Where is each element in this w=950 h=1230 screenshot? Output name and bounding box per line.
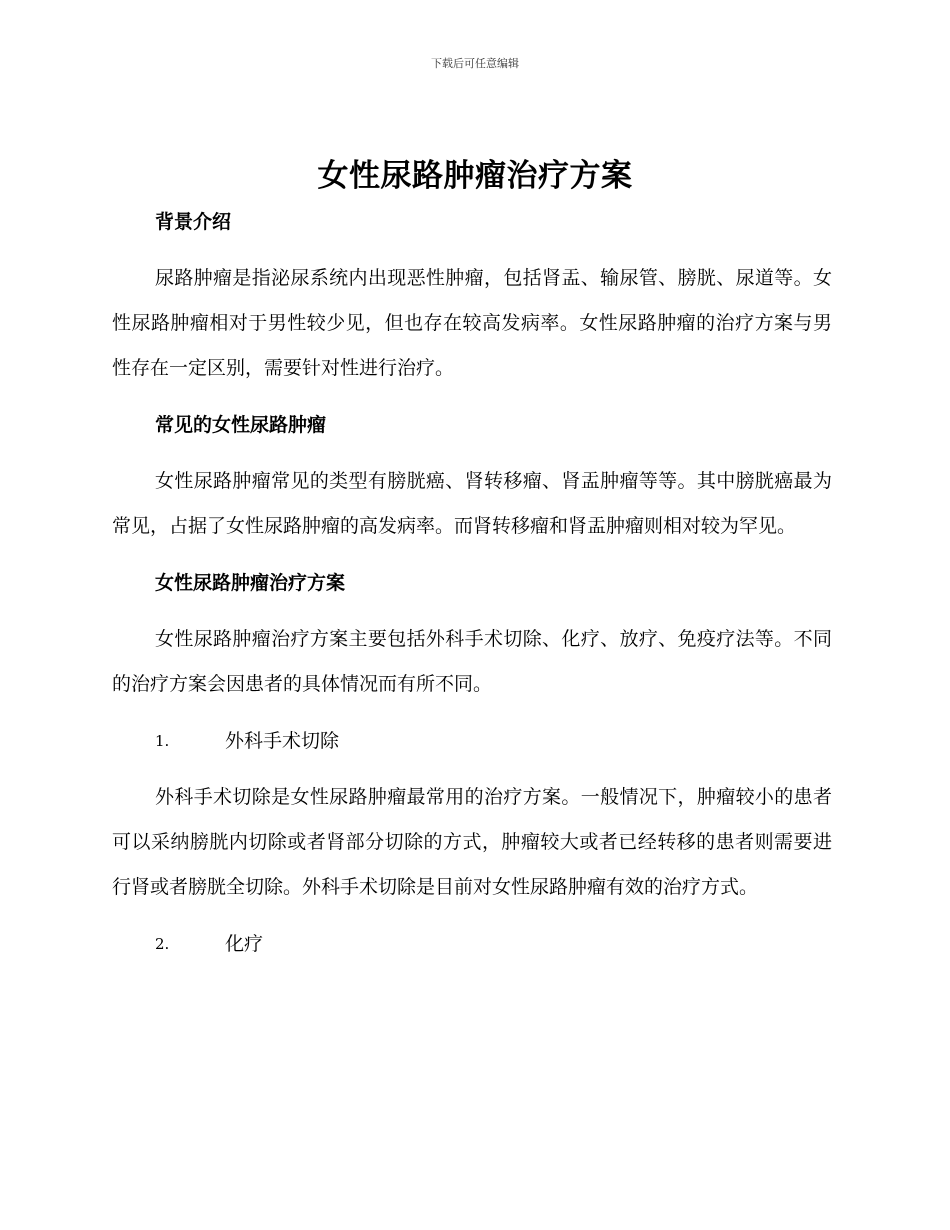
section-heading-common-types: 常见的女性尿路肿瘤 [155, 414, 327, 436]
paragraph-treatment-plan: 女性尿路肿瘤治疗方案主要包括外科手术切除、化疗、放疗、免疫疗法等。不同的治疗方案会因患者的具体情况而有所不同。 [112, 628, 832, 695]
header-note: 下载后可任意编辑 [431, 57, 519, 70]
document-body [112, 200, 832, 966]
section-heading-background: 背景介绍 [155, 211, 232, 233]
paragraph-background: 尿路肿瘤是指泌尿系统内出现恶性肿瘤，包括肾盂、输尿管、膀胱、尿道等。女性尿路肿瘤相对于男性较少见，但也存在较高发病率。女性尿路肿瘤的治疗方案与男性存在一定区别，需要针对性进行治疗。 [112, 267, 832, 379]
paragraph-surgery: 外科手术切除是女性尿路肿瘤最常用的治疗方案。一般情况下，肿瘤较小的患者可以采纳膀胱内切除或者肾部分切除的方式，肿瘤较大或者已经转移的患者则需要进行肾或者膀胱全切除。外科手术切除是目前对女性尿路肿瘤有效的治疗方式。 [112, 786, 832, 898]
section-heading-treatment-plan: 女性尿路肿瘤治疗方案 [155, 572, 346, 594]
page-title: 女性尿路肿瘤治疗方案 [317, 158, 633, 194]
list-label: 化疗 [225, 933, 264, 955]
list-number: 2. [155, 935, 170, 953]
list-item-chemotherapy [112, 922, 832, 966]
list-label: 外科手术切除 [225, 730, 340, 752]
list-item-surgery [112, 719, 832, 763]
list-number: 1. [155, 732, 170, 750]
paragraph-common-types: 女性尿路肿瘤常见的类型有膀胱癌、肾转移瘤、肾盂肿瘤等等。其中膀胱癌最为常见，占据了女性尿路肿瘤的高发病率。而肾转移瘤和肾盂肿瘤则相对较为罕见。 [112, 470, 832, 537]
